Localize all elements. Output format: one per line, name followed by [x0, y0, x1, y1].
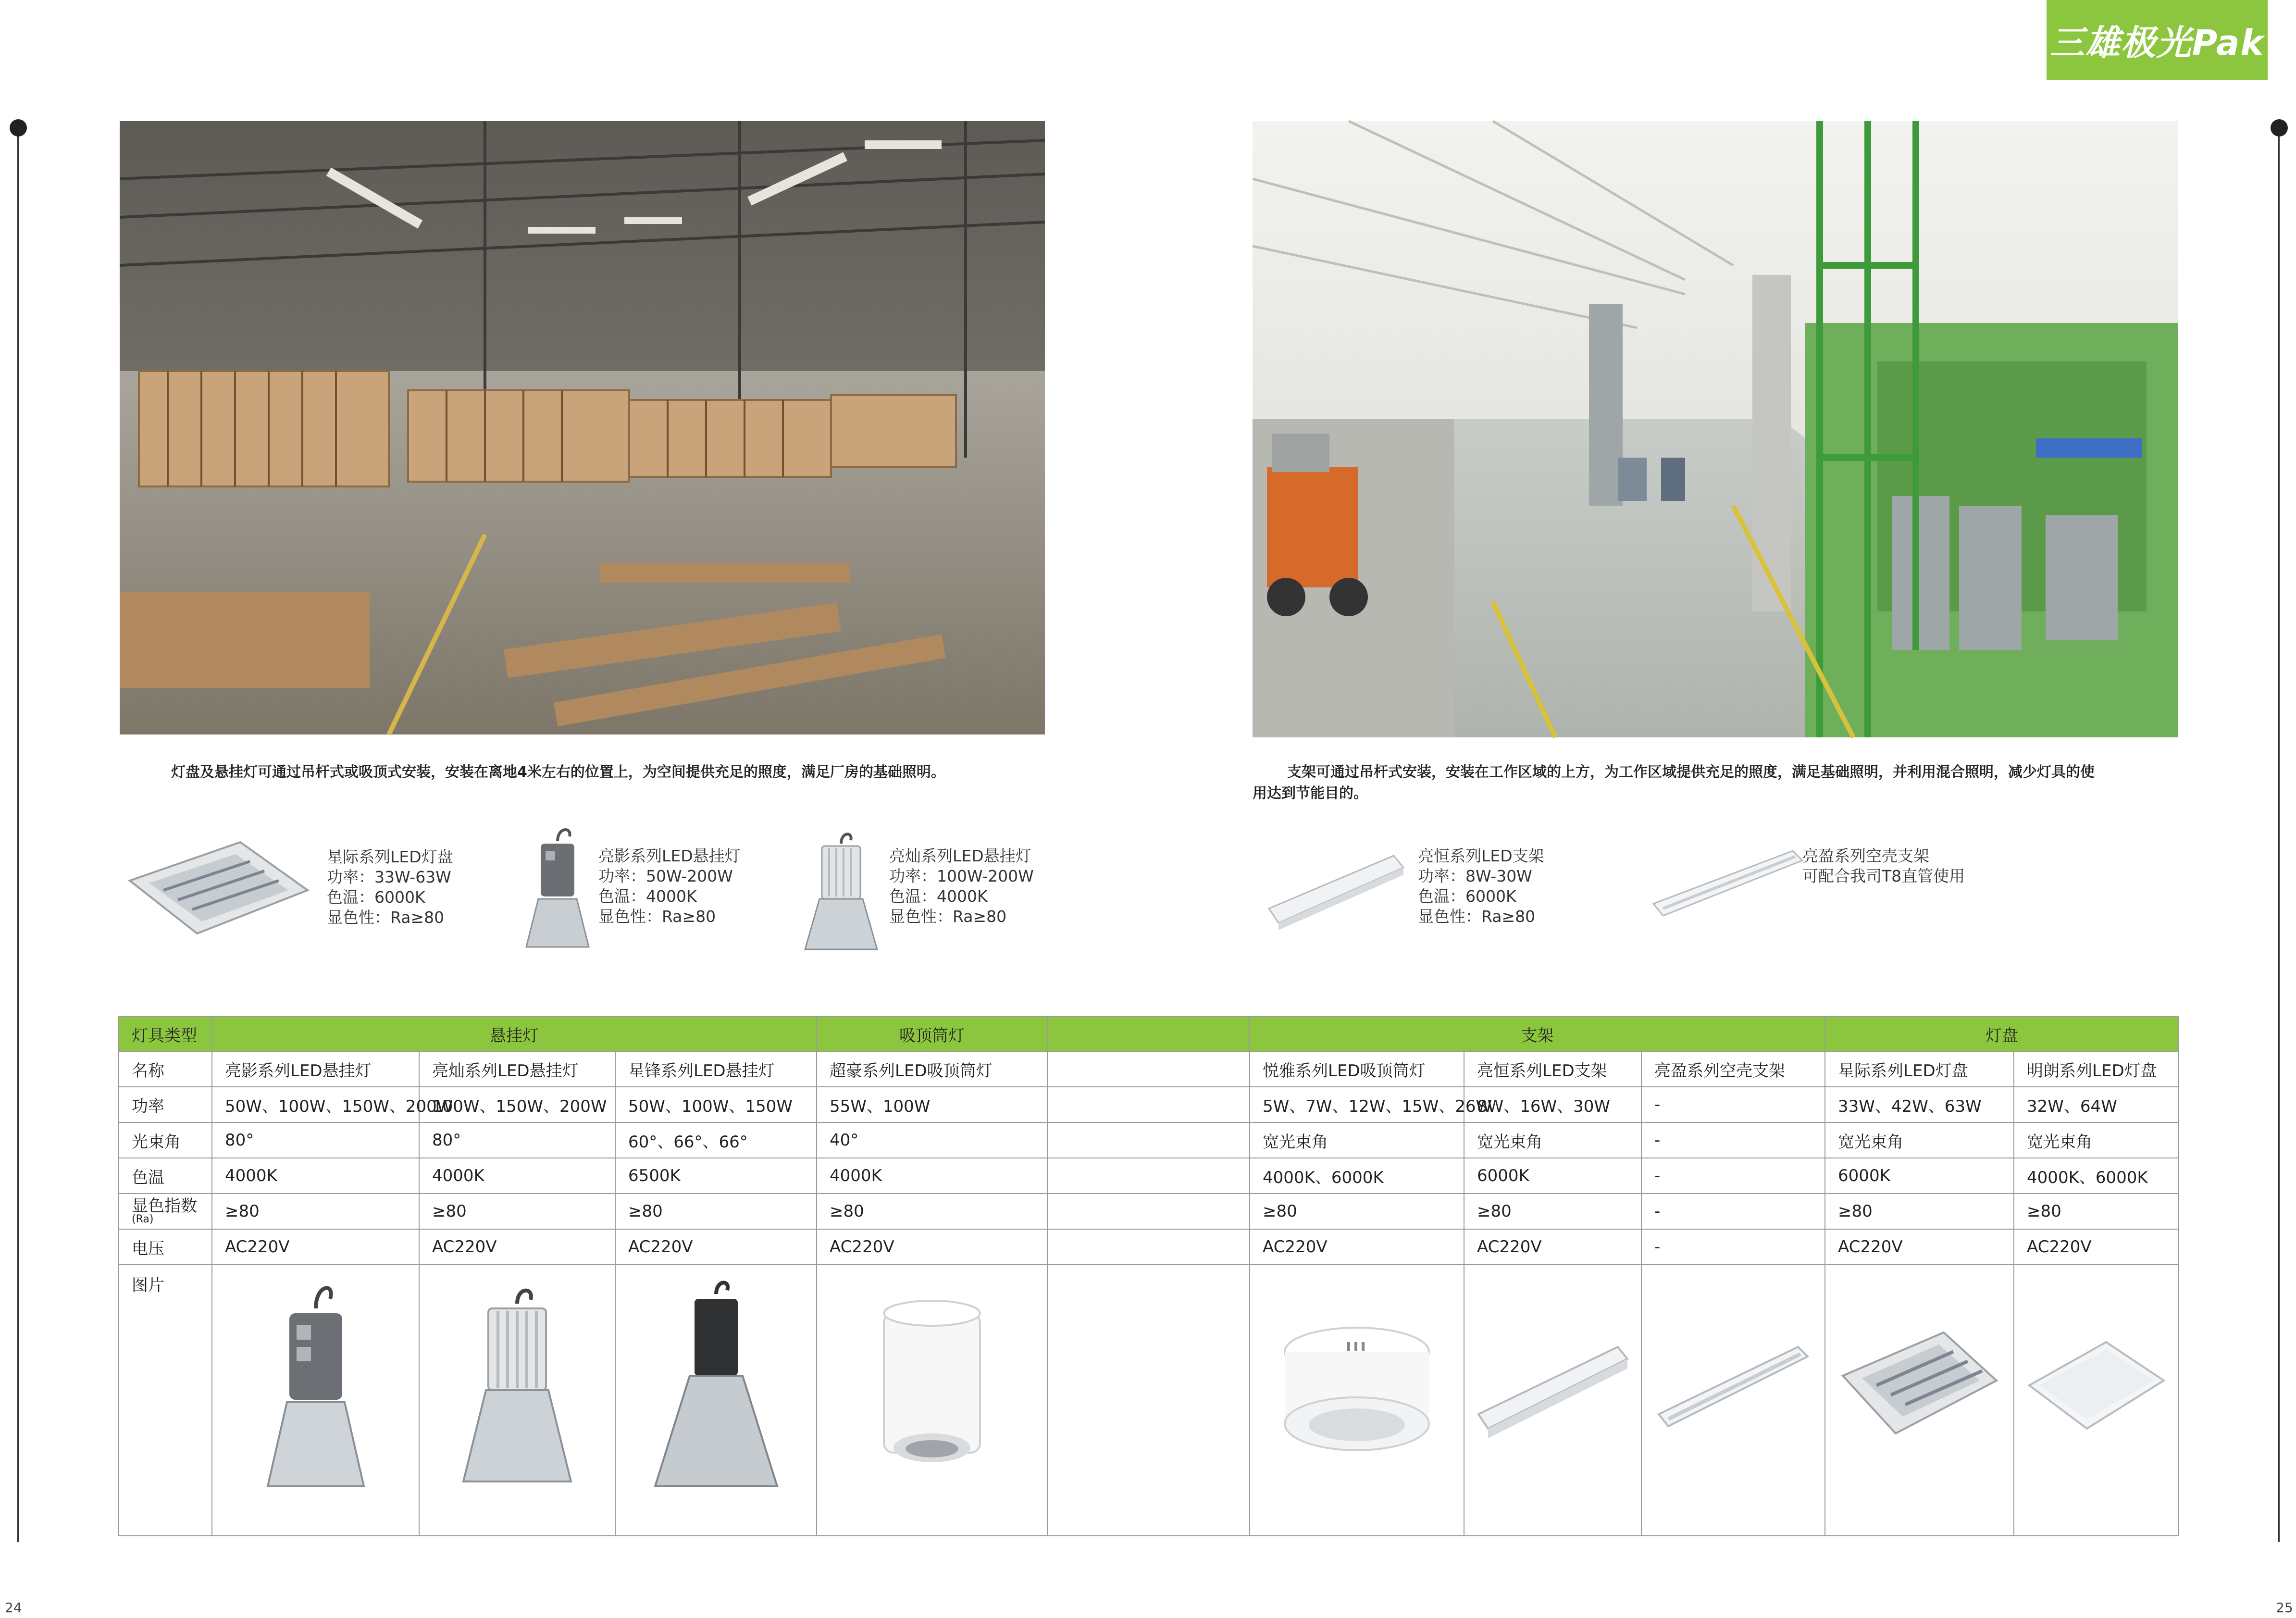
table-cell: 宽光束角 — [2014, 1122, 2179, 1158]
row-label: 功率 — [119, 1087, 212, 1122]
table-cell: 亮盈系列空壳支架 — [1641, 1051, 1825, 1087]
table-cell: 星际系列LED灯盘 — [1825, 1051, 2014, 1087]
table-cell: 明朗系列LED灯盘 — [2014, 1051, 2179, 1087]
brand-logo — [2047, 0, 2268, 80]
product-line: 亮盈系列空壳支架 — [1802, 846, 1929, 865]
table-cell: AC220V — [1825, 1229, 2014, 1265]
right-caption-line-1: 支架可通过吊杆式安装，安装在工作区域的上方，为工作区域提供充足的照度，满足基础照明，并利用混合照明，减少灯具的使 — [1287, 764, 2095, 781]
table-cell: 宽光束角 — [1250, 1122, 1464, 1158]
table-cell — [1047, 1158, 1250, 1194]
row-label: 色温 — [119, 1158, 212, 1194]
row-label: 名称 — [119, 1051, 212, 1087]
right-margin-rule — [2278, 129, 2280, 1542]
left-margin-rule — [17, 129, 19, 1542]
table-cell: ≥80 — [419, 1194, 615, 1229]
spec-table — [118, 1016, 2179, 1536]
left-margin-dot — [10, 119, 27, 137]
header-group-bracket: 支架 — [1250, 1017, 1825, 1051]
product-line: 可配合我司T8直管使用 — [1802, 867, 1965, 885]
table-cell: - — [1641, 1194, 1825, 1229]
factory-photo — [1253, 121, 2178, 737]
table-cell: 40° — [817, 1122, 1047, 1158]
image-cell — [1825, 1265, 2014, 1536]
image-cell — [1464, 1265, 1641, 1536]
panel-light-icon — [120, 837, 312, 943]
product-line: 显色性：Ra≥80 — [598, 907, 716, 926]
led-batten-icon — [1474, 1328, 1632, 1443]
right-margin-dot — [2271, 119, 2288, 137]
table-row — [119, 1122, 2179, 1158]
table-cell: 宽光束角 — [1825, 1122, 2014, 1158]
table-cell: 宽光束角 — [1464, 1122, 1641, 1158]
product-line: 功率：8W-30W — [1418, 867, 1532, 885]
table-cell: - — [1641, 1087, 1825, 1122]
product-line: 功率：33W-63W — [327, 868, 451, 886]
table-cell — [1047, 1051, 1250, 1087]
product-line: 功率：50W-200W — [598, 867, 733, 885]
product-line: 显色性：Ra≥80 — [327, 908, 445, 927]
brand-logo-text: 三雄极光Pak — [2049, 23, 2265, 63]
table-cell: AC220V — [419, 1229, 615, 1265]
table-cell: - — [1641, 1158, 1825, 1194]
row-label — [119, 1194, 212, 1229]
row-label: 光束角 — [119, 1122, 212, 1158]
table-header-row — [119, 1017, 2179, 1051]
product-line: 星际系列LED灯盘 — [327, 847, 453, 866]
table-cell: 60°、66°、66° — [615, 1122, 817, 1158]
header-group-blank — [1047, 1017, 1250, 1051]
surface-downlight-icon — [1280, 1313, 1434, 1457]
image-cell — [419, 1265, 615, 1536]
table-cell: 4000K — [212, 1158, 419, 1194]
table-row — [119, 1229, 2179, 1265]
table-cell: AC220V — [2014, 1229, 2179, 1265]
row-label: 图片 — [119, 1265, 212, 1536]
table-cell: 100W、150W、200W — [419, 1087, 615, 1122]
table-cell — [1047, 1229, 1250, 1265]
header-group-downlight: 吸顶筒灯 — [817, 1017, 1047, 1051]
table-cell — [1047, 1087, 1250, 1122]
table-cell: AC220V — [615, 1229, 817, 1265]
product-line: 功率：100W-200W — [889, 867, 1034, 885]
product-line: 亮影系列LED悬挂灯 — [598, 846, 741, 865]
table-image-row — [119, 1265, 2179, 1536]
table-cell: AC220V — [1464, 1229, 1641, 1265]
table-cell: 4000K、6000K — [2014, 1158, 2179, 1194]
table-cell: ≥80 — [1250, 1194, 1464, 1229]
row-label-main: 显色指数 — [132, 1196, 197, 1216]
image-cell — [1641, 1265, 1825, 1536]
product-line: 亮灿系列LED悬挂灯 — [889, 846, 1031, 865]
table-cell: AC220V — [1250, 1229, 1464, 1265]
table-row — [119, 1158, 2179, 1194]
high-bay-light-icon — [524, 822, 591, 957]
table-cell: 50W、100W、150W — [615, 1087, 817, 1122]
product-line: 色温：6000K — [327, 888, 425, 907]
table-cell: 超豪系列LED吸顶筒灯 — [817, 1051, 1047, 1087]
table-cell: 6000K — [1464, 1158, 1641, 1194]
image-cell — [2014, 1265, 2179, 1536]
table-cell: 4000K — [817, 1158, 1047, 1194]
image-cell — [1250, 1265, 1464, 1536]
row-label: 电压 — [119, 1229, 212, 1265]
product-line: 色温：4000K — [598, 887, 697, 906]
product-line: 显色性：Ra≥80 — [889, 907, 1007, 926]
product-line: 色温：6000K — [1418, 887, 1516, 906]
table-cell: AC220V — [817, 1229, 1047, 1265]
table-cell: 亮恒系列LED支架 — [1464, 1051, 1641, 1087]
image-cell — [817, 1265, 1047, 1536]
ceiling-downlight-icon — [874, 1294, 990, 1477]
table-cell: 4000K — [419, 1158, 615, 1194]
led-batten-icon — [1264, 846, 1408, 937]
header-group-panel: 灯盘 — [1825, 1017, 2179, 1051]
table-cell: ≥80 — [615, 1194, 817, 1229]
empty-bracket-icon — [1654, 1328, 1812, 1443]
right-caption — [1253, 762, 2180, 804]
table-cell: 6500K — [615, 1158, 817, 1194]
table-cell: 80° — [212, 1122, 419, 1158]
table-cell: 亮灿系列LED悬挂灯 — [419, 1051, 615, 1087]
table-cell: - — [1641, 1229, 1825, 1265]
table-cell — [1047, 1122, 1250, 1158]
warehouse-photo — [120, 121, 1045, 734]
table-cell: 6000K — [1825, 1158, 2014, 1194]
table-row — [119, 1051, 2179, 1087]
table-cell: 80° — [419, 1122, 615, 1158]
table-cell: AC220V — [212, 1229, 419, 1265]
product-line: 亮恒系列LED支架 — [1418, 846, 1544, 865]
image-cell — [1047, 1265, 1250, 1536]
table-row — [119, 1087, 2179, 1122]
image-cell — [615, 1265, 817, 1536]
row-label-sub: (Ra) — [132, 1213, 154, 1225]
table-cell: 8W、16W、30W — [1464, 1087, 1641, 1122]
table-cell: 亮影系列LED悬挂灯 — [212, 1051, 419, 1087]
table-cell: ≥80 — [1825, 1194, 2014, 1229]
table-row — [119, 1194, 2179, 1229]
table-cell: 4000K、6000K — [1250, 1158, 1464, 1194]
product-line: 色温：4000K — [889, 887, 988, 906]
product-line: 显色性：Ra≥80 — [1418, 907, 1536, 926]
high-bay-light-icon — [263, 1275, 369, 1496]
right-caption-line-2: 用达到节能目的。 — [1253, 785, 1368, 802]
table-cell: 32W、64W — [2014, 1087, 2179, 1122]
header-type-label: 灯具类型 — [119, 1017, 212, 1051]
table-cell: ≥80 — [2014, 1194, 2179, 1229]
table-cell: 50W、100W、150W、200W — [212, 1087, 419, 1122]
flat-panel-light-icon — [2024, 1332, 2169, 1438]
page-number-left: 24 — [5, 1600, 22, 1616]
header-group-pendant: 悬挂灯 — [212, 1017, 817, 1051]
table-cell: 悦雅系列LED吸顶筒灯 — [1250, 1051, 1464, 1087]
table-cell: ≥80 — [817, 1194, 1047, 1229]
table-cell — [1047, 1194, 1250, 1229]
page-number-right: 25 — [2276, 1600, 2293, 1616]
table-cell: 星锋系列LED悬挂灯 — [615, 1051, 817, 1087]
high-bay-finned-light-icon — [803, 827, 880, 957]
empty-bracket-icon — [1649, 841, 1807, 933]
table-cell: ≥80 — [1464, 1194, 1641, 1229]
table-cell: 33W、42W、63W — [1825, 1087, 2014, 1122]
table-cell: 5W、7W、12W、15W、26W — [1250, 1087, 1464, 1122]
table-cell: - — [1641, 1122, 1825, 1158]
table-cell: 55W、100W — [817, 1087, 1047, 1122]
high-bay-star-light-icon — [651, 1275, 781, 1496]
high-bay-finned-light-icon — [459, 1280, 575, 1491]
table-cell: ≥80 — [212, 1194, 419, 1229]
panel-light-icon — [1838, 1323, 2001, 1448]
left-caption: 灯盘及悬挂灯可通过吊杆式或吸顶式安装，安装在离地4米左右的位置上，为空间提供充足的照度，满足厂房的基础照明。 — [171, 764, 945, 781]
image-cell — [212, 1265, 419, 1536]
